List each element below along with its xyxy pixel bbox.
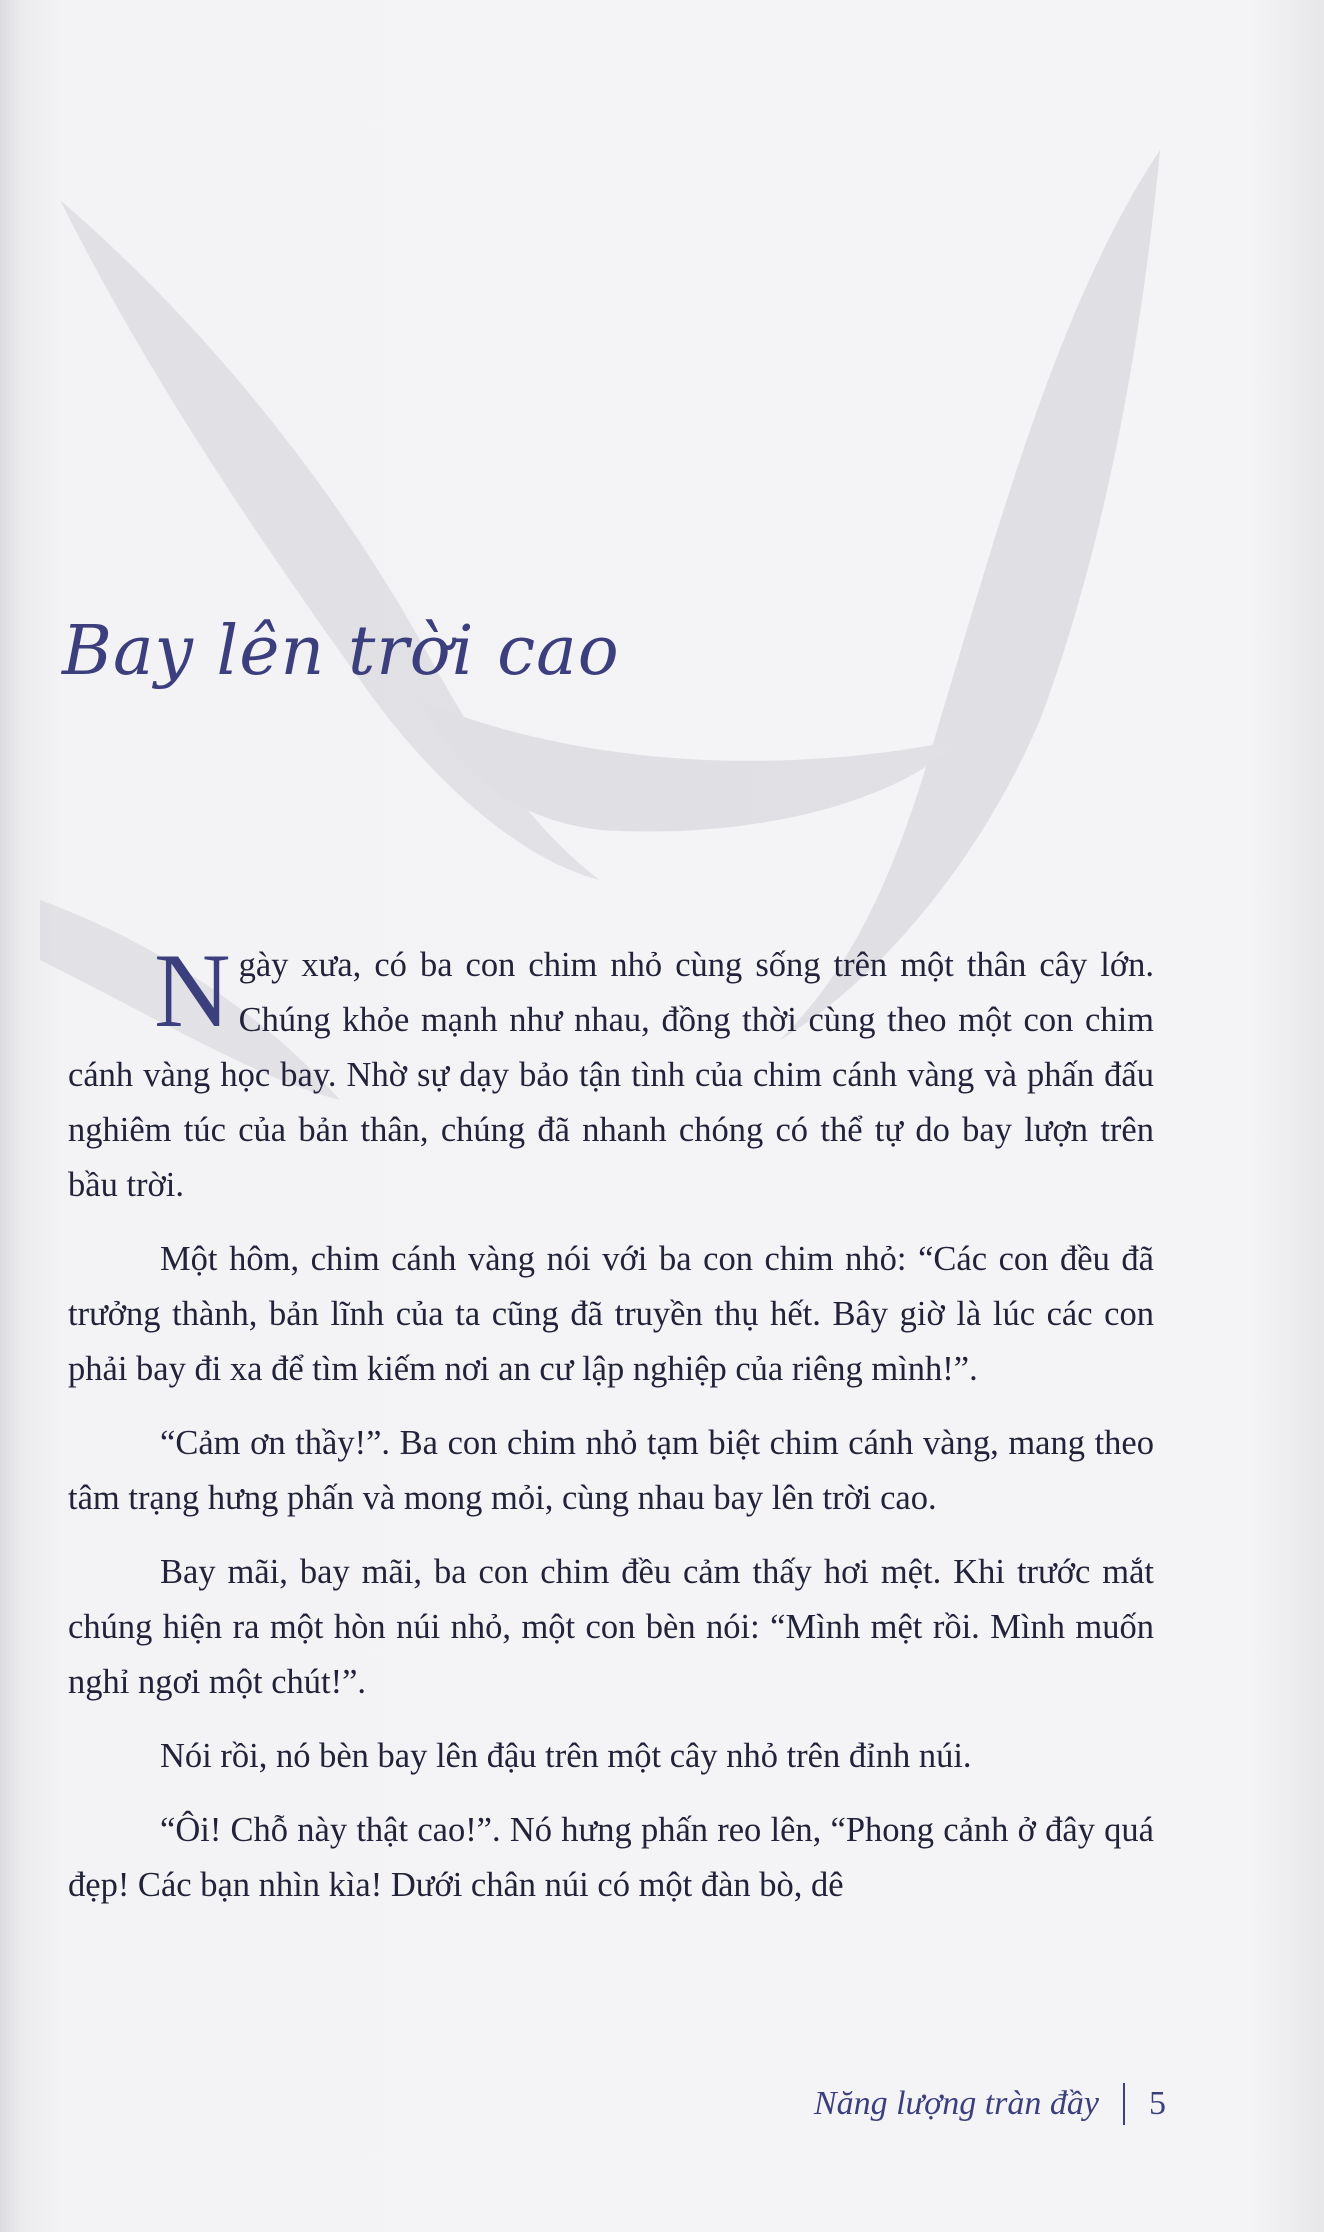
paragraph-4: Bay mãi, bay mãi, ba con chim đều cảm thấy hơi mệt. Khi trước mắt chúng hiện ra một hòn núi nhỏ, một con bèn nói: “Mình mệt rồi. Mình muốn nghỉ ngơi một chút!”. <box>68 1553 1154 1701</box>
drop-cap-letter: N <box>154 932 231 1049</box>
faint-wing-shape-2 <box>60 200 600 880</box>
paragraph-1-text: gày xưa, có ba con chim nhỏ cùng sống trên một thân cây lớn. Chúng khỏe mạnh như nhau, đồng thời cùng theo một con chim cánh vàng học bay. Nhờ sự dạy bảo tận tình của chim cánh vàng và phấn đấu nghiêm túc của bản thân, chúng đã nhanh chóng có thể tự do bay lượn trên bầu trời. <box>68 946 1154 1204</box>
page-footer <box>814 2083 1166 2125</box>
faint-wing-shape <box>780 150 1160 1040</box>
running-head: Năng lượng tràn đầy <box>813 2085 1099 2122</box>
footer-divider <box>1123 2083 1125 2125</box>
paragraph-5: Nói rồi, nó bèn bay lên đậu trên một cây nhỏ trên đỉnh núi. <box>160 1737 972 1775</box>
paragraph-2: Một hôm, chim cánh vàng nói với ba con chim nhỏ: “Các con đều đã trưởng thành, bản lĩnh của ta cũng đã truyền thụ hết. Bây giờ là lúc các con phải bay đi xa để tìm kiếm nơi an cư lập nghiệp của riêng mình!”. <box>68 1240 1154 1388</box>
paragraph-1 <box>68 932 1154 1213</box>
paragraph-3: “Cảm ơn thầy!”. Ba con chim nhỏ tạm biệt chim cánh vàng, mang theo tâm trạng hưng phấn và mong mỏi, cùng nhau bay lên trời cao. <box>68 1424 1154 1517</box>
chapter-title: Bay lên trời cao <box>62 612 620 691</box>
page-number: 5 <box>1149 2085 1166 2122</box>
paragraph-6: “Ôi! Chỗ này thật cao!”. Nó hưng phấn reo lên, “Phong cảnh ở đây quá đẹp! Các bạn nhìn kìa! Dưới chân núi có một đàn bò, dê <box>68 1811 1154 1904</box>
story-text <box>68 932 1154 1932</box>
faint-body-shape <box>420 700 960 832</box>
